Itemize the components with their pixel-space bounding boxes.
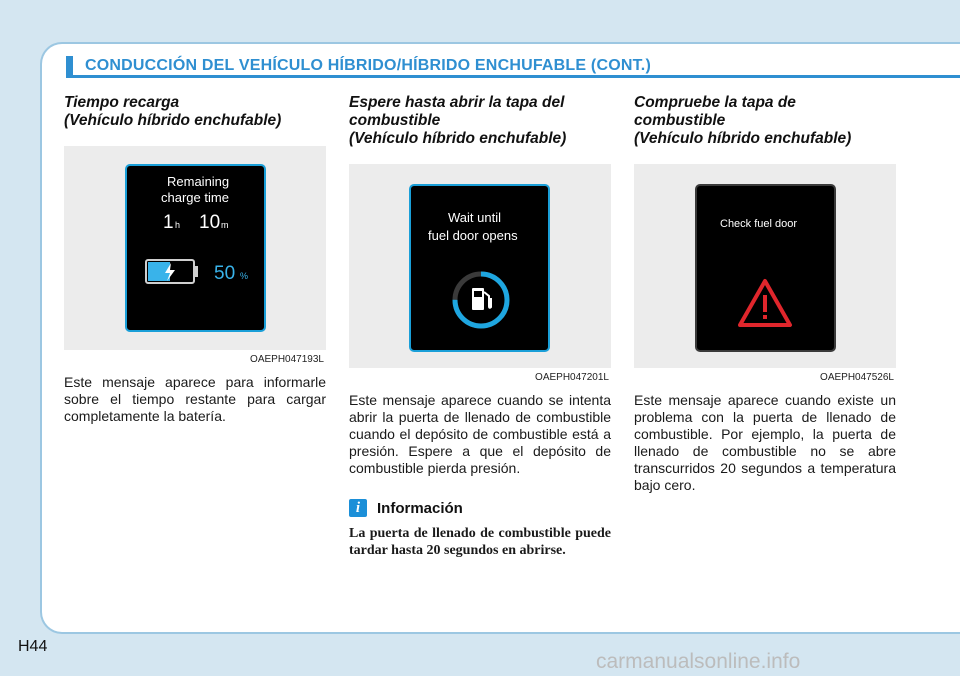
section-title: CONDUCCIÓN DEL VEHÍCULO HÍBRIDO/HÍBRIDO ENCHUFABLE (CONT.) [85,57,651,74]
info-box-title [349,499,611,517]
column-recharge-time [64,94,326,425]
fuel-pump-icon [472,288,491,310]
wait-until-label: Wait until [448,210,501,225]
figure-recharge-time [64,146,326,365]
hours-unit: h [175,220,181,230]
column-check-fuel-door [634,94,896,494]
figure-wait-fuel-door [349,164,611,383]
check-display-graphic [697,186,834,350]
info-label: Información [377,499,463,517]
column-heading: Tiempo recarga (Vehículo híbrido enchufable) [64,94,282,129]
body-text: Este mensaje aparece cuando existe un problema con la puerta de llenado de combustible. Por ejemplo, la puerta de llenado de combustible no se abre transcurridos 20 segundos a temperatura bajo cero. [634,392,896,493]
wait-display-graphic [411,186,548,350]
warning-triangle-icon [740,281,790,325]
column-wait-fuel-door [349,94,611,559]
figure-check-fuel-door [634,164,896,383]
figure-code: OAEPH047526L [820,372,894,383]
cluster-display [409,184,550,352]
battery-icon [146,260,198,283]
minutes-value: 10 [199,212,221,233]
info-text: La puerta de llenado de combustible puede tardar hasta 20 segundos en abrirse. [349,526,611,558]
info-icon: i [349,499,367,517]
page-number: H44 [18,638,48,655]
minutes-unit: m [221,220,229,230]
header-accent-bar [66,56,73,78]
hours-value: 1 [163,212,174,233]
check-fuel-door-label: Check fuel door [720,218,798,230]
section-header [66,56,960,78]
remaining-label: Remaining [167,174,230,189]
column-heading: Compruebe la tapa de combustible (Vehículo híbrido enchufable) [634,94,852,147]
percent-unit: % [240,271,249,281]
cluster-display [125,164,266,332]
cluster-display [695,184,836,352]
body-text: Este mensaje aparece para informarle sobre el tiempo restante para cargar completamente la batería. [64,374,326,424]
charge-time-label: charge time [161,190,229,205]
recharge-display-graphic [127,166,264,330]
fuel-door-opens-label: fuel door opens [428,228,518,243]
header-underline [73,75,960,78]
body-text: Este mensaje aparece cuando se intenta abrir la puerta de llenado de combustible cuando el depósito de combustible está a presión. Espere a que el depósito de combustible pierda presión. [349,392,611,476]
percent-value: 50 [214,263,236,284]
watermark: carmanualsonline.info [596,650,801,673]
figure-code: OAEPH047201L [535,372,609,383]
figure-code: OAEPH047193L [250,354,324,365]
column-heading: Espere hasta abrir la tapa del combustible (Vehículo híbrido enchufable) [349,94,567,147]
